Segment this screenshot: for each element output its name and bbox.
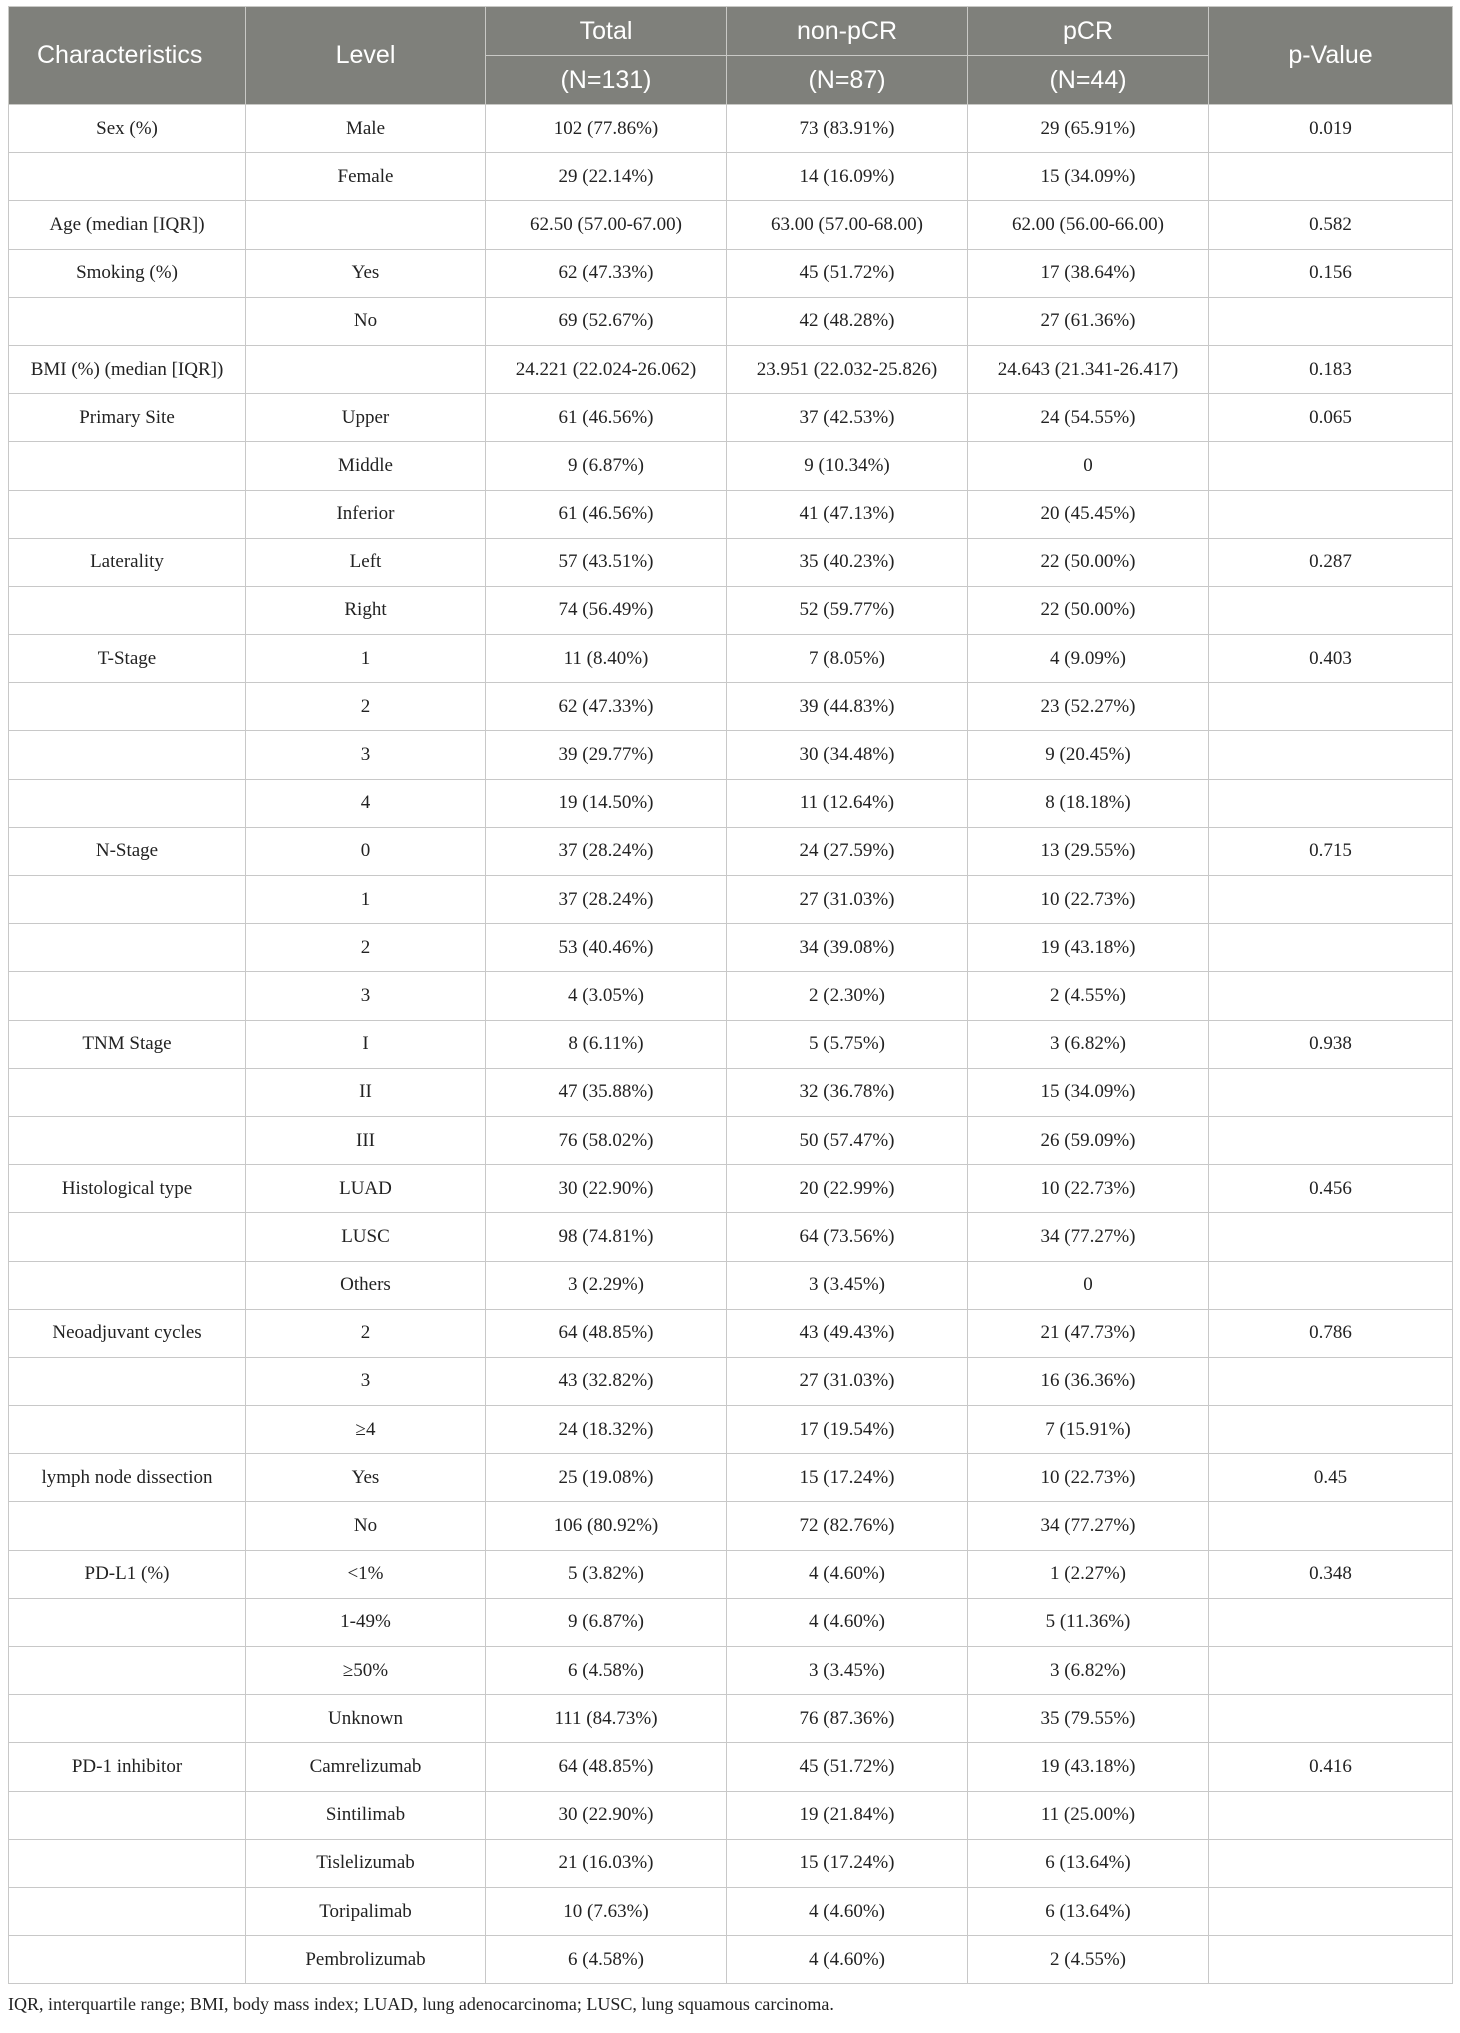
table-row [9,683,1453,731]
cell-characteristic [9,153,246,201]
cell-pvalue [1209,1695,1453,1743]
cell-pvalue: 0.582 [1209,201,1453,249]
cell-total: 64 (48.85%) [486,1309,727,1357]
cell-level: Middle [246,442,486,490]
cell-characteristic [9,1357,246,1405]
cell-pcr: 62.00 (56.00-66.00) [968,201,1209,249]
cell-pcr: 16 (36.36%) [968,1357,1209,1405]
cell-pvalue: 0.403 [1209,635,1453,683]
cell-pcr: 34 (77.27%) [968,1213,1209,1261]
cell-total: 74 (56.49%) [486,586,727,634]
cell-level: ≥50% [246,1647,486,1695]
cell-pvalue [1209,442,1453,490]
cell-level [246,201,486,249]
cell-pvalue [1209,1647,1453,1695]
cell-pcr: 21 (47.73%) [968,1309,1209,1357]
cell-pvalue: 0.715 [1209,827,1453,875]
cell-pcr: 19 (43.18%) [968,924,1209,972]
cell-characteristic [9,972,246,1020]
table-row [9,1357,1453,1405]
cell-pcr: 10 (22.73%) [968,1165,1209,1213]
cell-nonpcr: 3 (3.45%) [727,1647,968,1695]
cell-total: 8 (6.11%) [486,1020,727,1068]
cell-characteristic: Sex (%) [9,105,246,153]
cell-nonpcr: 27 (31.03%) [727,876,968,924]
cell-level: LUSC [246,1213,486,1261]
cell-pvalue [1209,1839,1453,1887]
cell-nonpcr: 34 (39.08%) [727,924,968,972]
cell-level: 0 [246,827,486,875]
cell-pcr: 20 (45.45%) [968,490,1209,538]
cell-total: 62 (47.33%) [486,249,727,297]
cell-characteristic [9,1647,246,1695]
cell-characteristic [9,1116,246,1164]
cell-level: II [246,1068,486,1116]
cell-level: 1-49% [246,1598,486,1646]
cell-characteristic: Neoadjuvant cycles [9,1309,246,1357]
cell-characteristic: PD-L1 (%) [9,1550,246,1598]
cell-pcr: 3 (6.82%) [968,1647,1209,1695]
table-row [9,1550,1453,1598]
cell-total: 4 (3.05%) [486,972,727,1020]
cell-nonpcr: 76 (87.36%) [727,1695,968,1743]
cell-total: 106 (80.92%) [486,1502,727,1550]
cell-characteristic [9,1068,246,1116]
cell-level: Camrelizumab [246,1743,486,1791]
cell-level: I [246,1020,486,1068]
cell-level [246,345,486,393]
cell-nonpcr: 45 (51.72%) [727,1743,968,1791]
cell-pcr: 24 (54.55%) [968,394,1209,442]
cell-total: 53 (40.46%) [486,924,727,972]
cell-nonpcr: 9 (10.34%) [727,442,968,490]
cell-nonpcr: 37 (42.53%) [727,394,968,442]
cell-characteristic: PD-1 inhibitor [9,1743,246,1791]
cell-total: 6 (4.58%) [486,1936,727,1984]
cell-pvalue [1209,1213,1453,1261]
cell-pvalue: 0.938 [1209,1020,1453,1068]
table-row [9,394,1453,442]
characteristics-table [8,6,1453,1984]
cell-nonpcr: 50 (57.47%) [727,1116,968,1164]
table-row [9,1839,1453,1887]
cell-nonpcr: 63.00 (57.00-68.00) [727,201,968,249]
cell-level: 1 [246,876,486,924]
table-row [9,249,1453,297]
cell-characteristic: Histological type [9,1165,246,1213]
cell-pcr: 4 (9.09%) [968,635,1209,683]
table-row [9,1406,1453,1454]
cell-nonpcr: 19 (21.84%) [727,1791,968,1839]
cell-pvalue [1209,1406,1453,1454]
cell-pcr: 3 (6.82%) [968,1020,1209,1068]
header-total: Total [486,7,727,56]
cell-characteristic [9,297,246,345]
cell-total: 6 (4.58%) [486,1647,727,1695]
cell-total: 76 (58.02%) [486,1116,727,1164]
cell-characteristic [9,1406,246,1454]
cell-total: 9 (6.87%) [486,442,727,490]
header-total-n: (N=131) [486,56,727,105]
cell-pvalue: 0.456 [1209,1165,1453,1213]
table-row [9,779,1453,827]
cell-pvalue: 0.183 [1209,345,1453,393]
cell-characteristic: Smoking (%) [9,249,246,297]
cell-pcr: 11 (25.00%) [968,1791,1209,1839]
cell-nonpcr: 73 (83.91%) [727,105,968,153]
cell-level: 1 [246,635,486,683]
cell-total: 5 (3.82%) [486,1550,727,1598]
cell-level: Female [246,153,486,201]
cell-nonpcr: 20 (22.99%) [727,1165,968,1213]
table-row [9,105,1453,153]
cell-characteristic: Age (median [IQR]) [9,201,246,249]
cell-nonpcr: 3 (3.45%) [727,1261,968,1309]
cell-total: 11 (8.40%) [486,635,727,683]
table-row [9,635,1453,683]
cell-nonpcr: 30 (34.48%) [727,731,968,779]
cell-pvalue [1209,779,1453,827]
cell-total: 61 (46.56%) [486,490,727,538]
cell-pcr: 10 (22.73%) [968,1454,1209,1502]
cell-total: 24 (18.32%) [486,1406,727,1454]
header-level: Level [246,7,486,105]
cell-pcr: 17 (38.64%) [968,249,1209,297]
cell-pcr: 9 (20.45%) [968,731,1209,779]
cell-characteristic [9,490,246,538]
cell-nonpcr: 14 (16.09%) [727,153,968,201]
cell-characteristic [9,1839,246,1887]
cell-characteristic [9,731,246,779]
cell-pcr: 26 (59.09%) [968,1116,1209,1164]
table-row [9,1936,1453,1984]
cell-total: 102 (77.86%) [486,105,727,153]
cell-total: 37 (28.24%) [486,827,727,875]
table-row [9,876,1453,924]
cell-level: No [246,297,486,345]
cell-pvalue [1209,876,1453,924]
cell-total: 61 (46.56%) [486,394,727,442]
cell-total: 69 (52.67%) [486,297,727,345]
table-row [9,201,1453,249]
cell-level: Tislelizumab [246,1839,486,1887]
cell-nonpcr: 4 (4.60%) [727,1887,968,1935]
cell-nonpcr: 45 (51.72%) [727,249,968,297]
cell-pcr: 15 (34.09%) [968,1068,1209,1116]
header-nonpcr: non-pCR [727,7,968,56]
cell-nonpcr: 4 (4.60%) [727,1550,968,1598]
cell-pvalue: 0.45 [1209,1454,1453,1502]
cell-pcr: 6 (13.64%) [968,1887,1209,1935]
cell-characteristic [9,1791,246,1839]
cell-pvalue [1209,1357,1453,1405]
cell-pvalue [1209,1116,1453,1164]
cell-nonpcr: 2 (2.30%) [727,972,968,1020]
cell-pcr: 22 (50.00%) [968,586,1209,634]
cell-total: 43 (32.82%) [486,1357,727,1405]
cell-nonpcr: 23.951 (22.032-25.826) [727,345,968,393]
table-row [9,924,1453,972]
cell-pvalue: 0.065 [1209,394,1453,442]
cell-level: 3 [246,1357,486,1405]
cell-pvalue [1209,1598,1453,1646]
cell-total: 9 (6.87%) [486,1598,727,1646]
table-row [9,538,1453,586]
cell-pvalue [1209,586,1453,634]
cell-nonpcr: 15 (17.24%) [727,1839,968,1887]
cell-pcr: 34 (77.27%) [968,1502,1209,1550]
cell-nonpcr: 72 (82.76%) [727,1502,968,1550]
cell-nonpcr: 35 (40.23%) [727,538,968,586]
table-row [9,1020,1453,1068]
cell-characteristic [9,1502,246,1550]
cell-level: Pembrolizumab [246,1936,486,1984]
cell-level: Right [246,586,486,634]
cell-pcr: 27 (61.36%) [968,297,1209,345]
cell-pvalue [1209,972,1453,1020]
table-row [9,345,1453,393]
cell-pcr: 0 [968,442,1209,490]
table-row [9,972,1453,1020]
cell-total: 10 (7.63%) [486,1887,727,1935]
cell-level: Others [246,1261,486,1309]
cell-pcr: 8 (18.18%) [968,779,1209,827]
table-row [9,1454,1453,1502]
cell-level: 4 [246,779,486,827]
cell-total: 64 (48.85%) [486,1743,727,1791]
table-body [9,105,1453,1984]
cell-total: 19 (14.50%) [486,779,727,827]
cell-characteristic [9,1695,246,1743]
table-row [9,1116,1453,1164]
cell-level: Toripalimab [246,1887,486,1935]
cell-characteristic [9,924,246,972]
cell-pvalue [1209,1502,1453,1550]
table-row [9,1695,1453,1743]
cell-level: 2 [246,1309,486,1357]
cell-level: Male [246,105,486,153]
cell-pvalue: 0.416 [1209,1743,1453,1791]
cell-pvalue [1209,1887,1453,1935]
header-nonpcr-n: (N=87) [727,56,968,105]
cell-characteristic [9,1213,246,1261]
table-row [9,1309,1453,1357]
cell-nonpcr: 42 (48.28%) [727,297,968,345]
cell-level: ≥4 [246,1406,486,1454]
cell-characteristic [9,876,246,924]
cell-nonpcr: 15 (17.24%) [727,1454,968,1502]
cell-pvalue [1209,1936,1453,1984]
cell-level: 3 [246,972,486,1020]
table-row [9,1791,1453,1839]
cell-total: 98 (74.81%) [486,1213,727,1261]
table-row [9,1261,1453,1309]
table-row [9,1165,1453,1213]
cell-pcr: 6 (13.64%) [968,1839,1209,1887]
cell-characteristic [9,1261,246,1309]
cell-pvalue: 0.019 [1209,105,1453,153]
cell-total: 3 (2.29%) [486,1261,727,1309]
cell-characteristic: lymph node dissection [9,1454,246,1502]
cell-pvalue [1209,490,1453,538]
cell-total: 24.221 (22.024-26.062) [486,345,727,393]
cell-characteristic: TNM Stage [9,1020,246,1068]
cell-total: 37 (28.24%) [486,876,727,924]
cell-pcr: 35 (79.55%) [968,1695,1209,1743]
cell-nonpcr: 5 (5.75%) [727,1020,968,1068]
table-row [9,1502,1453,1550]
cell-level: 2 [246,683,486,731]
cell-total: 39 (29.77%) [486,731,727,779]
cell-pcr: 0 [968,1261,1209,1309]
cell-level: Unknown [246,1695,486,1743]
cell-total: 47 (35.88%) [486,1068,727,1116]
cell-total: 62.50 (57.00-67.00) [486,201,727,249]
cell-pvalue: 0.348 [1209,1550,1453,1598]
cell-pcr: 29 (65.91%) [968,105,1209,153]
cell-pvalue [1209,924,1453,972]
table-row [9,490,1453,538]
cell-pvalue [1209,1068,1453,1116]
cell-pvalue: 0.156 [1209,249,1453,297]
cell-level: Upper [246,394,486,442]
cell-level: 2 [246,924,486,972]
cell-pcr: 23 (52.27%) [968,683,1209,731]
table-row [9,153,1453,201]
cell-total: 29 (22.14%) [486,153,727,201]
table-row [9,827,1453,875]
header-pcr-n: (N=44) [968,56,1209,105]
cell-pcr: 1 (2.27%) [968,1550,1209,1598]
table-row [9,586,1453,634]
table-row [9,1647,1453,1695]
cell-pcr: 5 (11.36%) [968,1598,1209,1646]
cell-pcr: 24.643 (21.341-26.417) [968,345,1209,393]
cell-level: <1% [246,1550,486,1598]
cell-characteristic [9,1887,246,1935]
cell-pvalue [1209,683,1453,731]
table-row [9,1068,1453,1116]
cell-pcr: 15 (34.09%) [968,153,1209,201]
cell-characteristic: T-Stage [9,635,246,683]
table-row [9,731,1453,779]
cell-nonpcr: 27 (31.03%) [727,1357,968,1405]
cell-characteristic: N-Stage [9,827,246,875]
cell-nonpcr: 39 (44.83%) [727,683,968,731]
cell-pvalue: 0.287 [1209,538,1453,586]
cell-characteristic: Laterality [9,538,246,586]
cell-pvalue: 0.786 [1209,1309,1453,1357]
header-characteristics: Characteristics [9,7,246,105]
cell-characteristic: BMI (%) (median [IQR]) [9,345,246,393]
table-row [9,1887,1453,1935]
cell-total: 21 (16.03%) [486,1839,727,1887]
cell-pcr: 7 (15.91%) [968,1406,1209,1454]
cell-level: 3 [246,731,486,779]
cell-nonpcr: 17 (19.54%) [727,1406,968,1454]
cell-level: III [246,1116,486,1164]
cell-total: 62 (47.33%) [486,683,727,731]
cell-characteristic [9,1936,246,1984]
cell-level: Left [246,538,486,586]
table-container [8,6,1452,2015]
cell-pvalue [1209,1791,1453,1839]
cell-level: Yes [246,1454,486,1502]
cell-pcr: 2 (4.55%) [968,1936,1209,1984]
cell-nonpcr: 41 (47.13%) [727,490,968,538]
table-row [9,1743,1453,1791]
cell-nonpcr: 4 (4.60%) [727,1598,968,1646]
cell-total: 30 (22.90%) [486,1791,727,1839]
table-header [9,7,1453,105]
table-row [9,1213,1453,1261]
cell-pvalue [1209,731,1453,779]
cell-nonpcr: 4 (4.60%) [727,1936,968,1984]
cell-total: 30 (22.90%) [486,1165,727,1213]
cell-nonpcr: 64 (73.56%) [727,1213,968,1261]
cell-pcr: 19 (43.18%) [968,1743,1209,1791]
cell-pcr: 10 (22.73%) [968,876,1209,924]
table-row [9,1598,1453,1646]
cell-total: 111 (84.73%) [486,1695,727,1743]
header-pvalue: p-Value [1209,7,1453,105]
cell-total: 25 (19.08%) [486,1454,727,1502]
table-footnote: IQR, interquartile range; BMI, body mass index; LUAD, lung adenocarcinoma; LUSC, lung squamous carcinoma. [8,1994,834,2015]
cell-characteristic [9,779,246,827]
cell-nonpcr: 32 (36.78%) [727,1068,968,1116]
cell-level: Yes [246,249,486,297]
cell-characteristic: Primary Site [9,394,246,442]
cell-characteristic [9,442,246,490]
cell-level: Inferior [246,490,486,538]
cell-characteristic [9,586,246,634]
cell-total: 57 (43.51%) [486,538,727,586]
cell-pcr: 2 (4.55%) [968,972,1209,1020]
cell-nonpcr: 52 (59.77%) [727,586,968,634]
header-pcr: pCR [968,7,1209,56]
cell-characteristic [9,1598,246,1646]
cell-pvalue [1209,297,1453,345]
cell-nonpcr: 7 (8.05%) [727,635,968,683]
table-row [9,297,1453,345]
cell-nonpcr: 43 (49.43%) [727,1309,968,1357]
cell-pvalue [1209,1261,1453,1309]
cell-nonpcr: 11 (12.64%) [727,779,968,827]
cell-level: LUAD [246,1165,486,1213]
cell-pcr: 22 (50.00%) [968,538,1209,586]
cell-level: Sintilimab [246,1791,486,1839]
cell-pvalue [1209,153,1453,201]
cell-nonpcr: 24 (27.59%) [727,827,968,875]
cell-level: No [246,1502,486,1550]
cell-characteristic [9,683,246,731]
cell-pcr: 13 (29.55%) [968,827,1209,875]
table-row [9,442,1453,490]
